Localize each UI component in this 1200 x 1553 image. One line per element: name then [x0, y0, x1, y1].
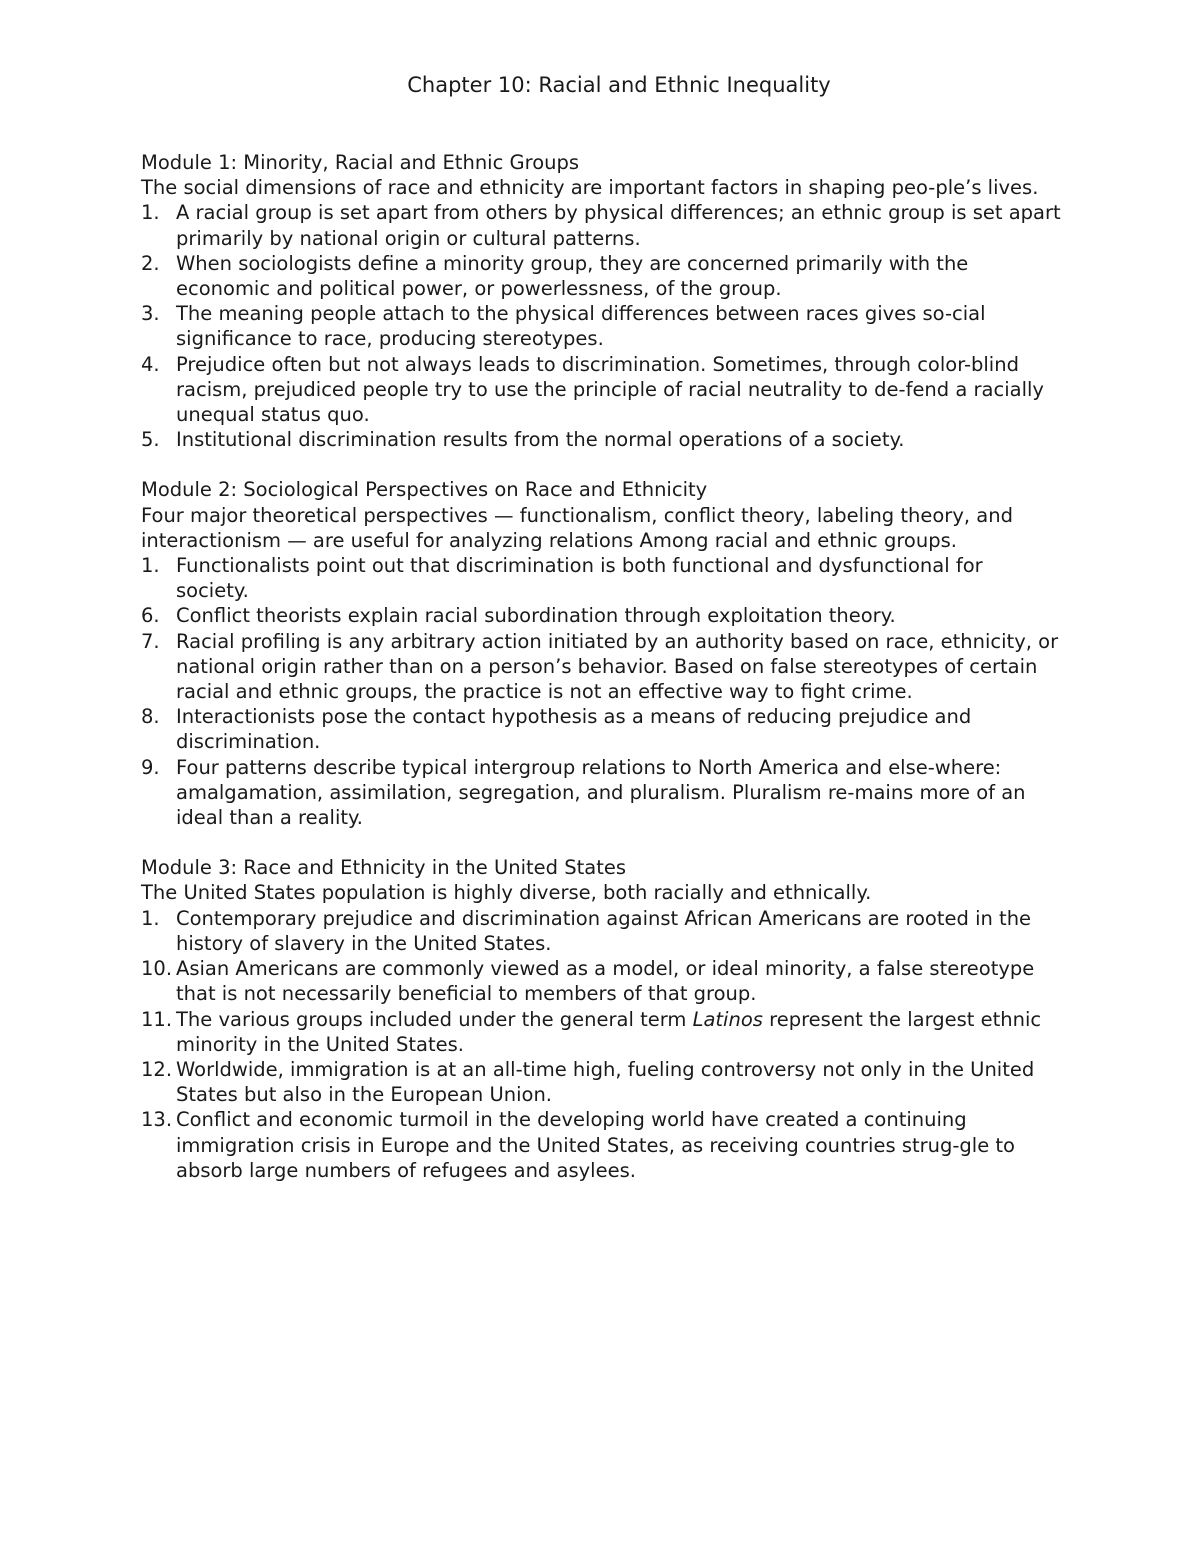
item-number: 4. [141, 352, 160, 376]
item-number: 1. [141, 201, 160, 225]
item-text: Conflict and economic turmoil in the developing world have created a continuing immigration crisis in Europe and the United States, as receiving countries strug-gle to absorb large numbers of refugees and asylees. [176, 1108, 1015, 1182]
document-page [141, 68, 1061, 1208]
module-intro: The social dimensions of race and ethnicity are important factors in shaping peo-ple’s lives. [141, 176, 1039, 200]
list-item [141, 553, 1061, 603]
item-number: 2. [141, 251, 160, 275]
list-item [141, 603, 1061, 628]
item-text: Functionalists point out that discrimination is both functional and dysfunctional for society. [176, 554, 983, 603]
module-2 [141, 477, 1061, 830]
item-text: Prejudice often but not always leads to discrimination. Sometimes, through color-blind racism, prejudiced people try to use the principle of racial neutrality to de-fend a racially unequal status quo. [176, 352, 1044, 427]
item-number: 10. [141, 957, 173, 981]
module-intro: Four major theoretical perspectives — functionalism, conflict theory, labeling theory, and interactionism — are useful for analyzing relations Among racial and ethnic groups. [141, 503, 1013, 552]
item-text: Interactionists pose the contact hypothesis as a means of reducing prejudice and discrimination. [176, 705, 972, 754]
item-text: The meaning people attach to the physical differences between races gives so-cial significance to race, producing stereotypes. [176, 302, 986, 351]
item-text: When sociologists define a minority group, they are concerned primarily with the economic and political power, or powerlessness, of the group. [176, 251, 969, 301]
list-item [141, 1007, 1061, 1057]
module-item-list [141, 200, 1061, 452]
module-intro: The United States population is highly diverse, both racially and ethnically. [141, 881, 872, 905]
item-number: 8. [141, 705, 160, 729]
item-number: 5. [141, 428, 160, 452]
item-number: 1. [141, 554, 160, 578]
item-number: 3. [141, 302, 160, 326]
module-heading: Module 1: Minority, Racial and Ethnic Groups [141, 151, 580, 174]
item-number: 13. [141, 1108, 173, 1132]
item-text-after: represent the largest ethnic minority in the United States. [176, 1007, 1042, 1056]
page-title: Chapter 10: Racial and Ethnic Inequality [407, 73, 831, 97]
item-text: Worldwide, immigration is at an all-time high, fueling controversy not only in the United States but also in the European Union. [176, 1057, 1035, 1107]
item-number: 12. [141, 1057, 173, 1081]
item-text: Contemporary prejudice and discrimination against African Americans are rooted in the history of slavery in the United States. [176, 906, 1032, 955]
item-text [176, 1007, 1061, 1057]
module-item-list [141, 906, 1061, 1183]
list-item [141, 1057, 1061, 1107]
item-number: 6. [141, 604, 160, 628]
module-heading: Module 3: Race and Ethnicity in the United States [141, 856, 626, 880]
list-item [141, 956, 1061, 1006]
item-text: Racial profiling is any arbitrary action initiated by an authority based on race, ethnicity, or national origin rather than on a person’s behavior. Based on false stereotypes of certain racial and ethnic groups, the practice is not an effective way to fight crime. [176, 629, 1059, 704]
module-heading: Module 2: Sociological Perspectives on Race and Ethnicity [141, 478, 708, 502]
list-item [141, 755, 1061, 831]
item-number: 7. [141, 629, 160, 653]
list-item [141, 906, 1061, 956]
module-3 [141, 855, 1061, 1183]
list-item [141, 200, 1061, 250]
item-text: Four patterns describe typical intergroup relations to North America and else-where: amalgamation, assimilation, segregation, and pluralism. Pluralism re-mains more of an ideal than a reality. [176, 755, 1026, 830]
list-item [141, 427, 1061, 452]
list-item [141, 1107, 1061, 1183]
latinos-term: Latinos [692, 1007, 763, 1031]
item-text: A racial group is set apart from others by physical differences; an ethnic group is set apart primarily by national origin or cultural patterns. [176, 201, 1061, 250]
item-text: Asian Americans are commonly viewed as a model, or ideal minority, a false stereotype that is not necessarily beneficial to members of that group. [176, 957, 1035, 1006]
list-item [141, 704, 1061, 754]
item-number: 11. [141, 1007, 173, 1031]
module-item-list [141, 553, 1061, 830]
item-number: 1. [141, 906, 160, 930]
module-1 [141, 150, 1061, 452]
list-item [141, 352, 1061, 428]
item-text-before: The various groups included under the general term [176, 1007, 693, 1031]
list-item [141, 629, 1061, 705]
item-text: Conflict theorists explain racial subordination through exploitation theory. [176, 604, 896, 628]
item-text: Institutional discrimination results from the normal operations of a society. [176, 428, 905, 452]
list-item [141, 301, 1061, 351]
item-number: 9. [141, 755, 160, 779]
list-item [141, 251, 1061, 301]
